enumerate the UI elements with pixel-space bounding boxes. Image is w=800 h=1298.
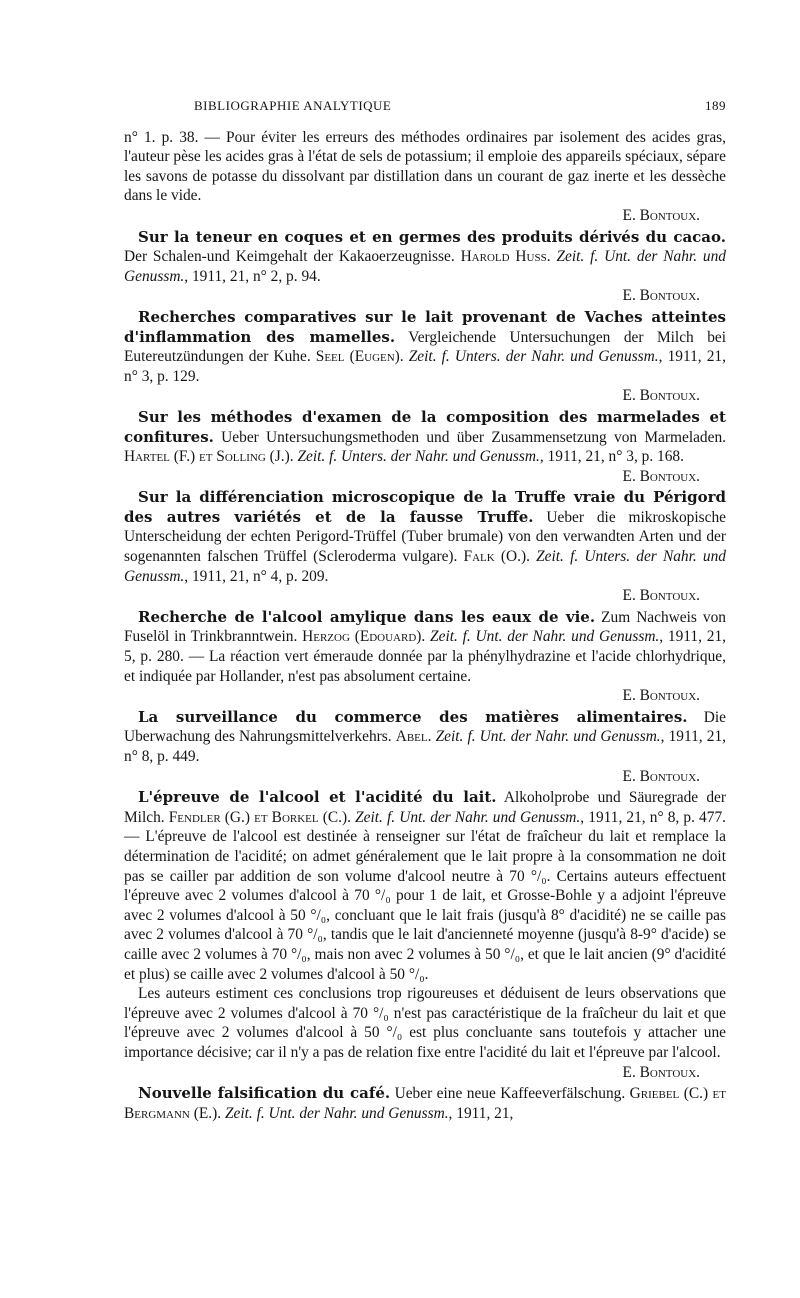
entry-signature: E. Bontoux. [622, 467, 700, 485]
entry-german-title: Ueber Untersuchungsmethoden und über Zusammensetzung von Marmeladen. [213, 428, 726, 446]
entry-title: Recherche de l'alcool amylique dans les eaux de vie. [138, 607, 596, 626]
entry-signature: E. Bontoux. [622, 1063, 700, 1081]
intro-paragraph: n° 1. p. 38. — Pour éviter les erreurs des méthodes ordinaires par isolement des acides gras, l'auteur pèse les acides gras à l'état de sels de potassium; il emploie des appareils spéciaux, sépare les savons de potasse du dissolvant par distillation dans un courant de gaz inerte et les dessèche dans le vide. [124, 128, 726, 205]
entry-signature: E. Bontoux. [622, 287, 700, 305]
entry-journal: Zeit. f. Unters. der Nahr. und Genussm. [408, 348, 659, 366]
entry-continuation-paragraph [124, 984, 726, 1062]
entry-signature: E. Bontoux. [622, 767, 700, 785]
entry-german-title: Vergleichende Untersuchungen der Milch bei Eutereutzündungen der Kuhe. [124, 328, 726, 366]
bibliography-entry [124, 788, 726, 1082]
bibliography-entry [124, 608, 726, 706]
entry-german-title: Ueber die mikroskopische Unterscheidung der echten Perigord-Trüffel (Tuber brumale) von den verwandten Arten und der sogenannten falschen Trüffel (Scleroderma vulgare). [124, 508, 726, 566]
entry-author: Fendler (G.) et Borkel (C.) [168, 808, 348, 826]
entry-journal: Zeit. f. Unters. der Nahr. und Genussm. [297, 448, 540, 466]
entry-text [124, 308, 726, 386]
entry-german-title: Zum Nachweis von Fuselöl in Trinkbranntwein. [124, 608, 726, 646]
entry-text [124, 488, 726, 586]
entry-reference: , 1911, 21, n° 8, p. 477. — L'épreuve de l'alcool est destinée à renseigner sur l'état de fraîcheur du lait et remplace la détermination de l'acidité; on admet généralement que le lait propre à la consommation ne doit pas se cailler par addition de son volume d'alcool neutre à 70 °/₀. Certains auteurs effectuent l'épreuve avec 2 volumes d'alcool à 70 °/₀ pour 1 de lait, et Grosse-Bohle y a adjoint l'épreuve avec 2 volumes d'alcool à 50 °/₀, concluant que le lait frais (jusqu'à 8° d'acidité) ne se caille pas avec 2 volumes d'alcool à 70 °/₀, tandis que le lait d'ancienneté moyenne (jusqu'à 8-9° d'acide) se caille avec 2 volumes à 70 °/₀, mais non avec 2 volumes à 50 °/₀, et que le lait ancien (9° d'acidité et plus) se caille avec 2 volumes d'alcool à 50 °/₀. [124, 808, 726, 983]
entry-reference: , 1911, 21, n° 8, p. 449. [124, 728, 726, 765]
entry-separator: . [546, 248, 557, 266]
intro-signature: E. Bontoux. [622, 206, 700, 224]
entry-text [124, 788, 726, 984]
entry-title: Sur les méthodes d'examen de la composition des marmelades et confitures. [124, 407, 726, 446]
entry-separator: . [289, 448, 298, 466]
entry-reference: , 1911, 21, n° 3, p. 129. [124, 348, 726, 385]
entry-separator: . [399, 348, 409, 366]
bibliography-entry [124, 488, 726, 606]
entry-author: Harold Huss [460, 248, 547, 266]
entry-separator: . [217, 1104, 225, 1122]
bibliography-entry [124, 708, 726, 786]
entry-author: Herzog (Edouard) [302, 628, 422, 646]
entry-title: Sur la teneur en coques et en germes des produits dérivés du cacao. [138, 227, 726, 246]
entry-journal: Zeit. f. Unt. der Nahr. und Genussm. [430, 628, 660, 646]
entry-text [124, 228, 726, 287]
entry-author: Abel [395, 728, 428, 746]
entry-author: Seel (Eugen) [315, 348, 400, 366]
entry-journal: Zeit. f. Unters. der Nahr. und Genussm. [124, 548, 726, 585]
entry-title: Recherches comparatives sur le lait provenant de Vaches atteintes d'inflammation des mamelles. [124, 307, 726, 346]
entry-author: Falk (O.) [463, 548, 527, 566]
entry-journal: Zeit. f. Unt. der Nahr. und Genussm. [224, 1104, 449, 1122]
entry-separator: . [421, 628, 431, 646]
entry-german-title: Alkoholprobe und Säuregrade der Milch. [124, 789, 726, 826]
entry-continuation: Les auteurs estiment ces conclusions trop rigoureuses et déduisent de leurs observations que l'épreuve avec 2 volumes d'alcool à 70 °/₀ n'est pas caractéristique de la fraîcheur du lait et que l'épreuve avec 2 volumes d'alcool à 50 °/₀ est plus concluante sans toutefois y attacher une importance décisive; car il n'y a pas de relation fixe entre l'acidité du lait et l'épreuve par l'alcool. [124, 985, 726, 1061]
entry-author: Hartel (F.) et Solling (J.) [124, 448, 290, 466]
bibliography-entry [124, 308, 726, 406]
entry-text [124, 608, 726, 686]
document-page [124, 96, 726, 1123]
entry-reference: , 1911, 21, n° 3, p. 168. [539, 448, 684, 466]
entry-german-title: Ueber eine neue Kaffeeverfälschung. [390, 1085, 630, 1103]
entry-title: La surveillance du commerce des matières alimentaires. [138, 707, 688, 726]
entry-text [124, 408, 726, 467]
entry-separator: . [427, 728, 436, 746]
entry-reference: , 1911, 21, n° 4, p. 209. [184, 567, 329, 585]
running-title: BIBLIOGRAPHIE ANALYTIQUE [194, 98, 392, 113]
bibliography-entry [124, 228, 726, 306]
entry-journal: Zeit. f. Unt. der Nahr. und Genussm. [124, 248, 726, 285]
running-header [194, 96, 726, 116]
entry-reference: , 1911, 21, 5, p. 280. — La réaction vert émeraude donnée par la phénylhydrazine et l'acide chlorhydrique, et indiquée par Hollander, n'est pas absolument certaine. [124, 628, 726, 685]
entry-author: Griebel (C.) et Bergmann (E.) [124, 1085, 727, 1122]
page-number: 189 [705, 98, 726, 113]
entry-signature: E. Bontoux. [622, 687, 700, 705]
entry-title: L'épreuve de l'alcool et l'acidité du lait. [138, 788, 497, 807]
entry-german-title: Der Schalen-und Keimgehalt der Kakaoerzeugnisse. [124, 248, 461, 266]
entry-signature: E. Bontoux. [622, 387, 700, 405]
entry-signature: E. Bontoux. [622, 587, 700, 605]
entry-separator: . [347, 808, 356, 826]
entry-reference: , 1911, 21, n° 2, p. 94. [184, 267, 321, 285]
entries-list [124, 228, 726, 1124]
entry-journal: Zeit. f. Unt. der Nahr. und Genussm. [355, 808, 581, 826]
entry-reference: , 1911, 21, [448, 1104, 514, 1122]
entry-title: Nouvelle falsification du café. [138, 1084, 391, 1103]
entry-journal: Zeit. f. Unt. der Nahr. und Genussm. [435, 728, 661, 746]
entry-german-title: Die Uberwachung des Nahrungsmittelverkehrs. [124, 708, 726, 746]
bibliography-entry [124, 1084, 726, 1123]
entry-title: Sur la différenciation microscopique de la Truffe vraie du Périgord des autres variétés et de la fausse Truffe. [124, 488, 726, 526]
entry-text [124, 708, 726, 767]
entry-text [124, 1084, 726, 1123]
bibliography-entry [124, 408, 726, 486]
entry-separator: . [526, 548, 537, 566]
